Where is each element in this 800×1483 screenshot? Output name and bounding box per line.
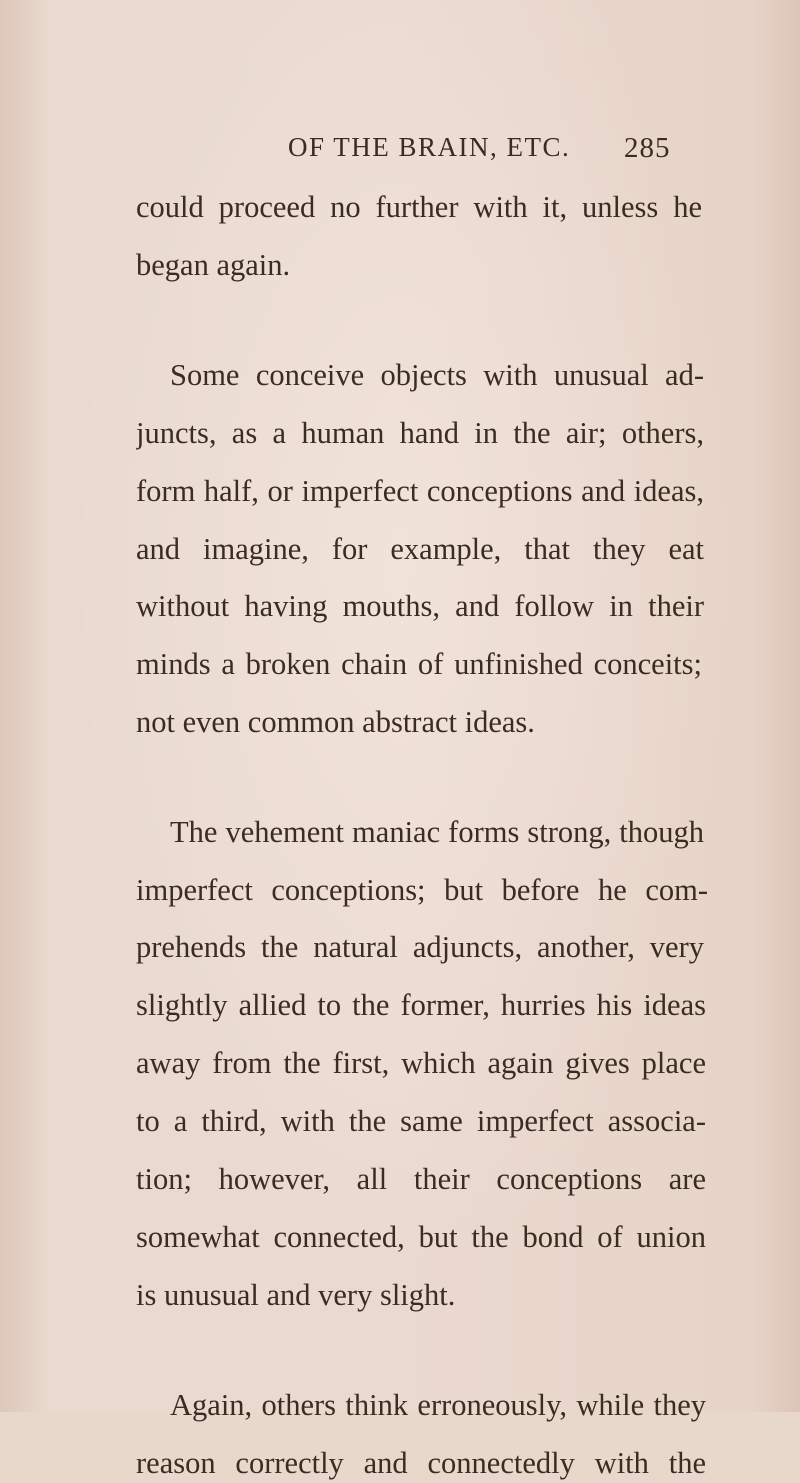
text-line: The vehement maniac forms strong, though: [170, 815, 704, 849]
text-line: Some conceive objects with unusual ad-: [170, 358, 704, 392]
text-line: tion; however, all their conceptions are: [136, 1162, 706, 1196]
text-line: without having mouths, and follow in their: [136, 589, 704, 623]
text-line: is unusual and very slight.: [136, 1278, 456, 1312]
page-number: 285: [624, 132, 671, 164]
text-line: somewhat connected, but the bond of union: [136, 1220, 706, 1254]
text-line: to a third, with the same imperfect associa-: [136, 1104, 706, 1138]
text-line: away from the first, which again gives place: [136, 1046, 706, 1080]
text-line: form half, or imperfect conceptions and ideas,: [136, 474, 704, 508]
text-line: juncts, as a human hand in the air; others,: [136, 416, 704, 450]
running-head: [0, 132, 800, 172]
text-line: imperfect conceptions; but before he com-: [136, 873, 708, 907]
text-line: reason correctly and connectedly with the: [136, 1446, 706, 1480]
running-title: OF THE BRAIN, ETC.: [288, 132, 571, 162]
text-line: began again.: [136, 248, 291, 282]
text-line: not even common abstract ideas.: [136, 705, 535, 739]
text-line: Again, others think erroneously, while they: [170, 1388, 706, 1422]
text-line: prehends the natural adjuncts, another, very: [136, 930, 704, 964]
text-line: slightly allied to the former, hurries his ideas: [136, 988, 706, 1022]
text-line: minds a broken chain of unfinished conceits;: [136, 647, 702, 681]
text-line: could proceed no further with it, unless he: [136, 190, 702, 224]
text-line: and imagine, for example, that they eat: [136, 532, 704, 566]
